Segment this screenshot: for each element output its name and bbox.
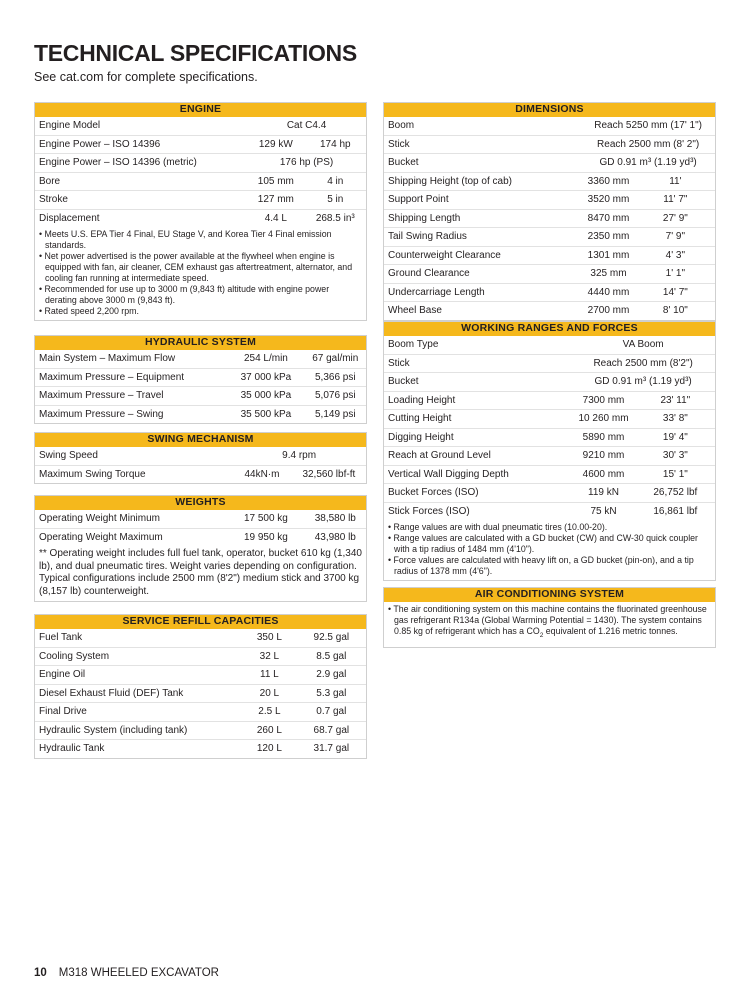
page-subtitle: See cat.com for complete specifications.	[34, 70, 258, 84]
spec-value-imperial: 30' 3"	[662, 450, 688, 462]
spec-row	[384, 410, 715, 429]
spec-value-metric: 3360 mm	[587, 175, 630, 187]
note-item: • Rated speed 2,200 rpm.	[39, 306, 139, 316]
spec-label: Engine Power – ISO 14396	[39, 138, 161, 150]
spec-value-imperial: 38,580 lb	[314, 513, 356, 525]
spec-value-metric: 4.4 L	[264, 212, 287, 224]
spec-row	[384, 429, 715, 448]
spec-value-imperial: 23' 11"	[660, 394, 691, 406]
engine-notes	[35, 227, 366, 320]
spec-value-imperial: 14' 7"	[662, 286, 688, 298]
spec-label: Final Drive	[39, 706, 87, 718]
refill-column-block	[34, 614, 367, 759]
dimensions-table	[384, 117, 715, 320]
aircon-section	[383, 587, 716, 648]
spec-row	[384, 210, 715, 229]
spec-value-metric: 32 L	[259, 650, 280, 662]
spec-row	[35, 210, 366, 228]
spec-value: 9.4 rpm	[282, 450, 317, 462]
spec-value: VA Boom	[622, 339, 664, 351]
spec-value-metric: 120 L	[256, 743, 282, 755]
spec-value-imperial: 1' 1"	[665, 268, 686, 280]
spec-label: Maximum Swing Torque	[39, 468, 146, 480]
spec-label: Tail Swing Radius	[388, 231, 467, 243]
spec-label: Swing Speed	[39, 450, 98, 462]
refill-table	[35, 629, 366, 758]
spec-row	[35, 740, 366, 758]
spec-row	[384, 355, 715, 374]
spec-label: Maximum Pressure – Equipment	[39, 371, 185, 383]
spec-label: Hydraulic Tank	[39, 743, 105, 755]
spec-value-imperial: 0.7 gal	[316, 706, 347, 718]
spec-row	[35, 703, 366, 722]
spec-value-metric: 35 500 kPa	[240, 408, 292, 420]
spec-value-metric: 8470 mm	[587, 212, 630, 224]
spec-value-metric: 119 kN	[588, 487, 619, 499]
spec-row	[384, 336, 715, 355]
page-title: TECHNICAL SPECIFICATIONS	[34, 40, 357, 66]
swing-column-block	[34, 432, 367, 484]
spec-row	[35, 722, 366, 741]
weights-header: WEIGHTS	[35, 496, 366, 510]
spec-row	[35, 191, 366, 210]
spec-value-imperial: 19' 4"	[662, 431, 688, 443]
spec-value: 176 hp (PS)	[279, 157, 334, 169]
spec-row	[35, 629, 366, 648]
refill-section	[34, 614, 367, 759]
spec-row	[384, 302, 715, 320]
spec-label: Wheel Base	[388, 305, 442, 317]
swing-table	[35, 447, 366, 483]
spec-value-metric: 10 260 mm	[578, 413, 629, 425]
spec-value-imperial: 5.3 gal	[316, 687, 347, 699]
dimensions-column-block	[383, 102, 716, 321]
spec-row	[35, 173, 366, 192]
spec-value-imperial: 33' 8"	[662, 413, 688, 425]
spec-value-metric: 350 L	[256, 632, 282, 644]
spec-label: Cutting Height	[388, 413, 452, 425]
spec-row	[35, 154, 366, 173]
spec-label: Displacement	[39, 212, 100, 224]
spec-label: Vertical Wall Digging Depth	[388, 468, 509, 480]
spec-value-metric: 44kN·m	[244, 468, 280, 480]
spec-value-imperial: 4' 3"	[665, 249, 686, 261]
spec-value-metric: 2700 mm	[587, 305, 630, 317]
spec-label: Diesel Exhaust Fluid (DEF) Tank	[39, 687, 184, 699]
note-item: • Net power advertised is the power available at the flywheel when engine is equipped with fan, air cleaner, CEM exhaust gas aftertreatment, alternator, and cooling fan running at intermediate speed.	[39, 251, 353, 283]
spec-value-imperial: 16,861 lbf	[653, 505, 698, 517]
spec-row	[384, 447, 715, 466]
spec-value-imperial: 27' 9"	[662, 212, 688, 224]
spec-row	[384, 392, 715, 411]
spec-label: Stroke	[39, 194, 68, 206]
swing-header: SWING MECHANISM	[35, 433, 366, 447]
spec-label: Shipping Length	[388, 212, 461, 224]
spec-label: Engine Power – ISO 14396 (metric)	[39, 157, 197, 169]
note-item: • Range values are calculated with a GD bucket (CW) and CW-30 quick coupler with a tip radius of 1484 mm (4'10").	[388, 533, 698, 554]
spec-label: Operating Weight Maximum	[39, 531, 163, 543]
spec-row	[35, 447, 366, 466]
engine-table	[35, 117, 366, 227]
note-item: • Meets U.S. EPA Tier 4 Final, EU Stage V, and Korea Tier 4 Final emission standards.	[39, 229, 332, 250]
spec-label: Hydraulic System (including tank)	[39, 724, 188, 736]
spec-value-imperial: 43,980 lb	[314, 531, 356, 543]
spec-label: Boom Type	[388, 339, 439, 351]
spec-label: Stick	[388, 357, 410, 369]
spec-label: Cooling System	[39, 650, 110, 662]
note-item: • Range values are with dual pneumatic tires (10.00-20).	[388, 522, 608, 532]
spec-label: Stick Forces (ISO)	[388, 505, 470, 517]
spec-row	[35, 685, 366, 704]
spec-value-imperial: 2.9 gal	[316, 669, 347, 681]
spec-value-imperial: 5 in	[327, 194, 344, 206]
spec-value-imperial: 67 gal/min	[312, 353, 359, 365]
aircon-note	[384, 602, 715, 647]
spec-value-metric: 260 L	[256, 724, 282, 736]
spec-label: Operating Weight Minimum	[39, 513, 160, 525]
spec-value-metric: 11 L	[260, 669, 279, 681]
aircon-note-text-b: equivalent of 1.216 metric tonnes.	[543, 626, 678, 636]
spec-row	[35, 648, 366, 667]
spec-value-metric: 127 mm	[257, 194, 294, 206]
spec-label: Bucket Forces (ISO)	[388, 487, 479, 499]
weights-column-block	[34, 495, 367, 602]
spec-row	[35, 529, 366, 547]
spec-label: Bucket	[388, 157, 419, 169]
spec-label: Stick	[388, 138, 410, 150]
spec-row	[384, 284, 715, 303]
spec-label: Bore	[39, 175, 61, 187]
spec-row	[384, 136, 715, 155]
page-footer	[34, 967, 219, 979]
spec-label: Shipping Height (top of cab)	[388, 175, 512, 187]
spec-value-imperial: 5,366 psi	[314, 371, 356, 383]
spec-label: Boom	[388, 120, 415, 132]
page-number: 10	[34, 967, 47, 979]
aircon-header: AIR CONDITIONING SYSTEM	[384, 588, 715, 602]
spec-label: Ground Clearance	[388, 268, 470, 280]
working-section	[383, 321, 716, 581]
spec-value: Reach 2500 mm (8'2")	[593, 357, 693, 369]
spec-label: Undercarriage Length	[388, 286, 485, 298]
spec-value-metric: 325 mm	[590, 268, 627, 280]
spec-row	[35, 406, 366, 424]
spec-value-metric: 7300 mm	[582, 394, 625, 406]
working-table	[384, 336, 715, 520]
swing-section	[34, 432, 367, 484]
spec-value-metric: 37 000 kPa	[240, 371, 292, 383]
note-item: • Force values are calculated with heavy lift on, a GD bucket (pin-on), and a tip radius of 1378 mm (4'6").	[388, 555, 694, 576]
spec-value-metric: 20 L	[259, 687, 280, 699]
spec-value-imperial: 8' 10"	[662, 305, 688, 317]
spec-value-imperial: 92.5 gal	[313, 632, 350, 644]
weights-section	[34, 495, 367, 602]
spec-row	[35, 387, 366, 406]
spec-value: Reach 5250 mm (17' 1")	[594, 120, 702, 132]
spec-row	[384, 484, 715, 503]
spec-label: Fuel Tank	[39, 632, 83, 644]
spec-row	[384, 373, 715, 392]
spec-row	[35, 510, 366, 529]
spec-label: Reach at Ground Level	[388, 450, 491, 462]
spec-label: Maximum Pressure – Swing	[39, 408, 164, 420]
spec-row	[384, 173, 715, 192]
spec-value-imperial: 4 in	[327, 175, 344, 187]
footer-title: M318 WHEELED EXCAVATOR	[58, 967, 219, 979]
hydraulic-header: HYDRAULIC SYSTEM	[35, 336, 366, 350]
spec-value-metric: 1301 mm	[587, 249, 630, 261]
weights-note: ** Operating weight includes full fuel tank, operator, bucket 610 kg (1,340 lb), and dual pneumatic tires. Weight varies depending on configuration. Typical configurations include 2500 mm (8'2") medium stick and 3700 kg (8,157 lb) counterweight.	[39, 548, 362, 597]
spec-label: Support Point	[388, 194, 449, 206]
spec-value: GD 0.91 m³ (1.19 yd³)	[594, 376, 692, 388]
left-column	[34, 102, 367, 321]
spec-label: Loading Height	[388, 394, 456, 406]
spec-value: GD 0.91 m³ (1.19 yd³)	[599, 157, 697, 169]
spec-value-metric: 2350 mm	[587, 231, 630, 243]
spec-row	[384, 228, 715, 247]
aircon-note-subscript: 2	[539, 631, 544, 639]
dimensions-section	[383, 102, 716, 321]
note-item: • Recommended for use up to 3000 m (9,843 ft) altitude with engine power derating above 3000 m (9,843 ft).	[39, 284, 330, 305]
spec-value-metric: 4600 mm	[582, 468, 625, 480]
aircon-column-block	[383, 587, 716, 648]
engine-section	[34, 102, 367, 321]
spec-value: Cat C4.4	[286, 120, 327, 132]
spec-value-metric: 3520 mm	[587, 194, 630, 206]
spec-value-imperial: 268.5 in³	[315, 212, 355, 224]
spec-label: Engine Model	[39, 120, 101, 132]
spec-value-metric: 19 950 kg	[243, 531, 288, 543]
spec-value-imperial: 15' 1"	[662, 468, 688, 480]
spec-value-imperial: 5,076 psi	[314, 390, 356, 402]
spec-value-imperial: 26,752 lbf	[653, 487, 698, 499]
spec-row	[384, 503, 715, 521]
spec-row	[384, 247, 715, 266]
spec-value-metric: 75 kN	[590, 505, 617, 517]
spec-value-imperial: 5,149 psi	[314, 408, 356, 420]
spec-row	[35, 117, 366, 136]
spec-value-metric: 105 mm	[257, 175, 294, 187]
spec-row	[35, 369, 366, 388]
spec-value-metric: 129 kW	[258, 138, 293, 150]
spec-value-imperial: 68.7 gal	[313, 724, 350, 736]
spec-value-imperial: 174 hp	[319, 138, 351, 150]
working-header: WORKING RANGES AND FORCES	[384, 322, 715, 336]
spec-row	[384, 154, 715, 173]
hydraulic-column-block	[34, 335, 367, 424]
working-notes	[384, 520, 715, 580]
spec-value: Reach 2500 mm (8' 2")	[597, 138, 700, 150]
spec-value-metric: 5890 mm	[582, 431, 625, 443]
spec-label: Engine Oil	[39, 669, 86, 681]
dimensions-header: DIMENSIONS	[384, 103, 715, 117]
spec-value-metric: 4440 mm	[587, 286, 630, 298]
spec-value-imperial: 11' 7"	[663, 194, 688, 206]
spec-value-metric: 35 000 kPa	[240, 390, 292, 402]
spec-label: Digging Height	[388, 431, 454, 443]
spec-value-imperial: 31.7 gal	[313, 743, 350, 755]
spec-row	[384, 265, 715, 284]
spec-value-imperial: 7' 9"	[665, 231, 686, 243]
spec-row	[384, 191, 715, 210]
spec-value-metric: 2.5 L	[258, 706, 281, 718]
spec-row	[384, 117, 715, 136]
hydraulic-section	[34, 335, 367, 424]
spec-value-imperial: 32,560 lbf-ft	[302, 468, 356, 480]
weights-table	[35, 510, 366, 546]
spec-label: Maximum Pressure – Travel	[39, 390, 164, 402]
spec-label: Bucket	[388, 376, 419, 388]
spec-label: Counterweight Clearance	[388, 249, 501, 261]
working-column-block	[383, 321, 716, 581]
engine-header: ENGINE	[35, 103, 366, 117]
spec-label: Main System – Maximum Flow	[39, 353, 176, 365]
spec-row	[35, 666, 366, 685]
hydraulic-table	[35, 350, 366, 423]
spec-value-metric: 254 L/min	[243, 353, 288, 365]
refill-header: SERVICE REFILL CAPACITIES	[35, 615, 366, 629]
spec-row	[35, 350, 366, 369]
spec-row	[384, 466, 715, 485]
spec-value-metric: 17 500 kg	[243, 513, 288, 525]
aircon-note-text-a: • The air conditioning system on this machine contains the fluorinated greenhouse gas refrigerant R134a (Global Warming Potential = 1430). The system contains 0.85 kg of refrigerant which has a CO	[388, 604, 707, 636]
spec-value-imperial: 11'	[669, 175, 682, 187]
spec-row	[35, 136, 366, 155]
spec-value-imperial: 8.5 gal	[316, 650, 347, 662]
spec-row	[35, 466, 366, 484]
spec-value-metric: 9210 mm	[582, 450, 625, 462]
